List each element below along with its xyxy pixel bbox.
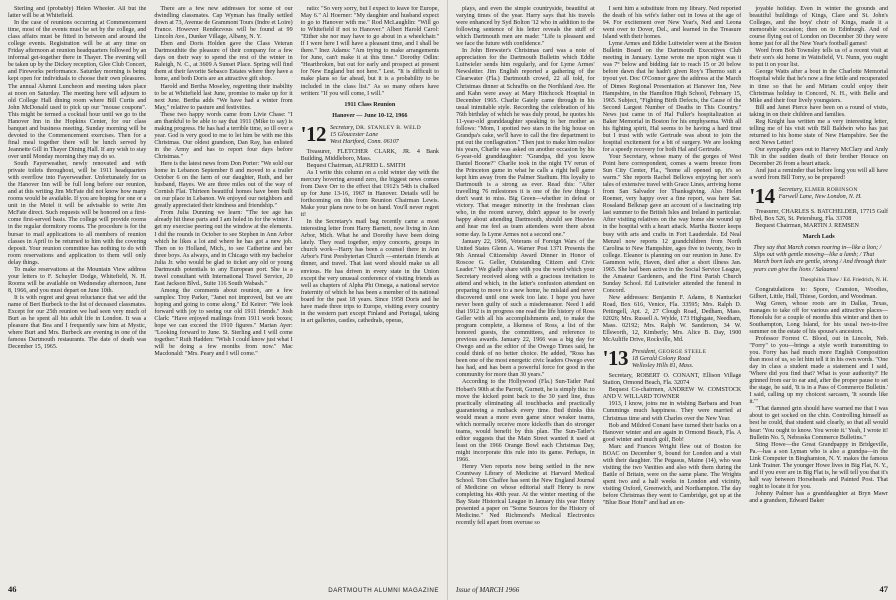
class-heading [602, 346, 742, 371]
paragraph: Eben and Doris Holden gave the Class Veteran Dartmouthite the pleasure of their company for a few days on their way to spend the rest of the winter in Raleigh, N. C., at 3609 A Sunset Place. Spring will find them at their favorite Sebasco Estates where they have a home, and both Doris are an attractive gift shop. [154, 41, 293, 83]
paragraph: In the Secretary's mail bag recently came a most interesting letter from Harry Barnett, now living in Ann Arbor, Mich. What he and Dorothy have been doing lately. They read together, enjoy concerts, groups in church work—Harry has been a counsel there in Ann Arbor's First Presbyterian Church —entertain friends at dinner, and travel. That last word should make us all envious. He has driven in every state in the Union except the very unusual conference of visiting friends as well as chapters of Alpha Phi Omega, a national service fraternity of which he has been a member of its national board for the past 18 years. Since 1958 Doris and he have made three trips to Europe, visiting every country in the western part except Finland and Portugal, taking in art galleries, castles, cathedrals, operas, [300, 219, 439, 324]
left-page-columns [8, 6, 439, 566]
officer-title: Secretary, [778, 187, 803, 194]
paragraph: There are a few new addresses for some of our dwindling classmates. Cap Wyman has finally settled down at 73, Avenue de Grammont Tours (Indre et Loire) France. However Rendezvous will be found at 99 Lincoln Ave., Dunker Village, Albany, N. Y. [154, 6, 293, 41]
page-number-right: 47 [879, 584, 888, 594]
magazine-title: DARTMOUTH ALUMNI MAGAZINE [328, 587, 439, 594]
paragraph: New addresses: Benjamin F. Adams, 8 Nantucket Road, Box 616, Venice, Fla. 33595; Mrs. Ralph D. Pettingell, Apt. 2, 27 Clough Road, Dedham, Mass. 02026; Mrs. Russell A. Wylde, 173 Highgate, Needham, Mass. 02192; Mrs. Ralph W. Sanderson, 34 W. Ellsworth, 12, Kimberly; Mrs. Alice B. Day, 1900 McAuliffe Drive, Rockville, Md. [602, 294, 742, 344]
paragraph: Wag Green, whose roots are in Dallas, Texas, manages to take off for various and attractive places—Honolulu for a couple of months this winter and then to Southampton, Long Island, for his usual two-to-five summer on the estate of his spouse's ancestors. [749, 300, 888, 335]
paragraph: Sterling and (probably) Helen Wheeler. All but the latter will be at Whitefield. [8, 6, 147, 20]
paragraph: ratio: "So very sorry, but I expect to leave for Europe, May 6." Al Hoerner: "My daughter and husband expect to go to Hanover with me." Rod McLaughlin: "Will go to Whitefield if not to Hanover." Albert Harold Carol: "Either she nor may have to go about in a wheelchair." If I were here I will have a pleasant time, and I shall be there." Inez Adams: "Am trying to make arrangements for June, can't make it at this time." Dorothy Odlin: "Heartbroken, but out for early and prospect at present for New England but not here." Lest. "It is difficult to make plans so far ahead, but it is a probability to be included in the class list." As so many others have written: "If you will come, I will." [300, 6, 439, 97]
section-heading: March Lads [802, 234, 835, 241]
paragraph: Johnny Palmer has a granddaughter at Bryn Mawr and a grandson, Edward Baker [749, 490, 888, 504]
issue-date: Issue of MARCH 1966 [456, 586, 520, 594]
paragraph: "That damned grin should have warned me that I was about to get socked on the chin. Controlling himself as best he could, that student said clearly, so that all would hear: 'You ought to know. You wrote it.' Yeah, I wrote it! Bulletin No. 5, Nebraska Commerce Bulletins." [749, 406, 888, 441]
officer-address-line: Wellesley Hills 81, Mass. [632, 363, 694, 370]
paragraph: Bequest Co-chairmen, ANDREW W. COMSTOCK AND V. WILLARD TOWNER [602, 387, 742, 401]
paragraph: Bequest Chairman, ALFRED L. SMITH [306, 162, 406, 169]
paragraph: Henry Vien reports now being settled in the new Countway Library of Medicine at Harvard Medical School. Tom Chaffee has sent the New England Journal of Medicine on whose editorial staff Henry is now completing his 40th year. At the winter meeting of the Bay State Historical League in January this year Henry presented a paper on "Some Sources for the History of Medicine." Ned Richmond's Medical Electronics recently fell apart from overuse so [456, 464, 595, 527]
poem-text: They say that March comes roaring in—like a lion; / Slips out with gentle mowing—like a lamb; / That March born lads are gentle, strong / And through their years can give the lions / Salaams! [753, 245, 887, 273]
left-column-2 [154, 6, 292, 566]
paragraph: Secretary, ROBERT O. CONANT, Ellison Village Station, Ormond Beach, Fla. 32074 [602, 373, 742, 387]
paragraph: I sent him a substitute from my library. Ned reported the death of his wife's father out in Iowa at the age of 94. For excitement over New Year's, Ned and Leona went over to Dover, Del., and learned in the Treasure Island with their homes. [602, 6, 742, 41]
officer-address-line: Farwell Lane, New London, N. H. [778, 194, 862, 201]
paragraph: Word from Bob Townsley tells us of a recent visit at their son's ski home in Waitsfield, Vt. Nunn, you ought to put it on your list. [749, 48, 888, 69]
right-page-columns [456, 6, 888, 566]
class-year: '12 [300, 121, 326, 146]
paragraph: Bill and Janet Pierce have been on a round of visits, taking in on their children and families. [749, 104, 888, 118]
class-year: '14 [749, 184, 775, 209]
paragraph: Congratulations to: Spore, Cranston, Woodies, Gilbert, Little, Hall, Thiese, Gordon, and Woodman. [749, 286, 888, 300]
paragraph: South Fayerweather, newly renovated and with private toilets throughout, will be 1911 headquarters with overflow into Fayerweather. Unfortunately for us the Hanover Inn will be full long before our reunion, and at this writing Jim McFate did not know how many rooms would be available. If you are hoping for one or a unit in the Motel it will be advisable to write Jim McFate direct. Such requests will be honored on a first-come first-served basis. The college will provide rooms in the regular dormitory rooms. The procedure is for the bursar to mail applications to all members of reunion classes in April to be returned to him with the covering deposit. Your reunion committee has nothing to do with room reservations and application to them will only delay things. [8, 161, 147, 266]
left-page-footer [8, 584, 439, 594]
paragraph: Bob and Mildred Conant have turned their backs on a Hanover winter and are again in Ormond Beach, Fla. A good winter and much golf, Bob! [602, 422, 742, 443]
paragraph: To make reservations at the Mountain View address your letters to F. Schuyler Dodge, Whitefield, N. H. Rooms will be available on Wednesday afternoon, June 8, 1966, and you must depart on June 10th. [8, 266, 147, 294]
paragraph: It is with regret and great reluctance that we add the name of Bert Burbeck to the list of deceased classmates. Except for our 25th reunion we had seen very much of Burt as he spent all his adult life in London. It was a pleasure that Bea and I frequently saw him at Mystic, where Burt and Mrs. Burbeck are evening in one of the famous Dartmouth restaurants. The date of death was December 15, 1965. [8, 294, 147, 351]
section-heading: 1911 Class Reunion [344, 101, 396, 108]
class-officer [632, 349, 706, 370]
officer-name: GEORGE STEELE [658, 349, 707, 356]
paragraph: As I write this column on a cold winter day with the mercury hovering around zero, the biggest news comes from Dave Orr to the effect that 1912's 54th is chalked up for June 13-16, 1967 in Hanover. Details will be forthcoming on this from Reunion Chairman Lewis. Make your plans now to be on hand. You'll never regret it! [300, 169, 439, 219]
paragraph: Marc and Frances Wright flew out of Boston for BOAC on December 9, bound for London and a visit with their daughter. The Pegasus, Maine (14), who was visiting the two Vanities and also with them during the Battle of Britain, were on the same plane. The Wrights spent two and a half weeks in London and vicinity, visiting Oxford, Greenwich, and Northampton. The day before Christmas they went to Cambridge, got up at the "Blue Boar Hotel" and had an en- [602, 443, 742, 507]
officer-name: ELMER ROBINSON [804, 187, 858, 194]
left-column-3 [301, 6, 439, 566]
paragraph: In John Brewster's Christmas card was a note of appreciation for the Dartmouth Bulletin which Eddie Luitwieler sends him regularly, and for Lyme Armes' Newsletter. Jim English reported a gathering of the Clearwater (Fla.) Dartmouth crowd, 22 all told, for Christmas dinner at Schraffts on the Northland Ave. He and Kahn were away at Mary Hitchcock Hospital in December 1965. Charlie Gately came through in his usual inimitable style. Recording the celebration of his 76th birthday of which he was duly proud, he quotes his 11-year-old granddaughter speaking to her mother as follows: "Mom, I spotted two stars in the big house on Grandpa's cake, we'll have to call the fire department to put out the conflagration." Then just to make him realize his years, Charlie was asked on another occasion by his 6-year-old granddaughter: "Grandpa, did you know Daniel Boone?" Charlie took in the night TV rerun of the Princeton game in what he calls a right hell game kept him away from the Palmer Stadium. His loyalty to Dartmouth is a strong as ever. Read this: "After travelling 76 milestones it is one of the few things I don't want to miss. Big Green—whether in defeat or victory. That meager minority in the freshman class who, in the recent survey, didn't appear to be overly happy about attending Dartmouth, should see Heavies and hear me feel as team attendees were there about some day. Is Lyme Armes not a second one." [456, 48, 595, 238]
right-column-2 [603, 6, 742, 566]
class-officer [779, 187, 862, 201]
paragraph: In the case of reunions occurring at Commencement time, most of the events must be set by the college, and class affairs must be fitted in between and around the college events. Registration will be at any time on Friday afternoon at reunion headquarters followed by an informal get-together there in Thayer. The evening will be taken up by the Dickey reception, Glee Club Concert, and Fireworks performance. Saturday morning is being kept open for individuals to choose their own pleasures. The annual Alumni Luncheon and meeting takes place at noon on Saturday. The meeting here will adjourn to old College Hall dining room where Bill Curtis and John McDonald used to pick up our "mouse coupons". This might be termed a cocktail hour until we go to the Hanover Inn in the Hopkins Center, for our class banquet and business meeting. Sunday morning will be devoted to the Commencement exercises. Then for a final meal together there will be lunch served by Jeannette Gill in Thayer Dining Hall. If any wish to stay over until Monday morning they may do so. [8, 20, 147, 160]
right-page [448, 0, 896, 600]
poem-attribution: Theophilus Thaw / Ed. Friedrich, N. H. [799, 276, 888, 283]
paragraph: Sting Howe—the Great Grandpappy in Bridgeville, Pa.—has a son Lyman who is also a grandpa—in the Link Computer in Binghamton, N. Y. makes the famous Link Trainer. The younger Howe lives in Big Flat, N. Y., and if you ever are in Big Flat is, he will tell you that it's half way between Horseheads and Painted Post. That ought to locate it for you. [749, 441, 888, 490]
right-page-footer [456, 584, 888, 594]
paragraph: Our sympathy goes out to Harvey McClary and Andy Tilt in the sudden death of their brother Horace on December 26 from a heart attack. [749, 146, 888, 168]
class-officer [330, 125, 421, 146]
paragraph: Professor Forrest C. Blood, out in Lincoln, Neb. "Forry" to you—brings a style worth transmitting to you. Forry has had much more English Composition than most of us, so let him tell it in his own words. "One day in class a student made a statement and I said, 'Where did you find that? What is your authority?' He grinned from ear to ear and, after the proper pause to set the stage, he said, 'It is in a Pass of Commerce Bulletin.' I said, calling up my choicest sarcasm, 'It sounds like it.'" [749, 335, 888, 406]
officer-address-line: 18 Gerald Colony Road [632, 356, 691, 363]
paragraph: Lyme Armes and Eddie Luitwieler were at the Boston Bulletin Board on the Dartmouth Executives Club meeting in January. Lyme wrote me upon night was it was 7° below and bidding fair to reach 15 or 20 below before dawn that he hadn't given Roy's Thermo suit a tryout yet. Doc O'Connor gave the address at the March of Dimes Regional Presentation at Hanover Inn, New Hampshire, in the Hamilton High School, February 15, 1965. Subject, "Fighting Birth Defects, the Cause of the Second Largest Number of Deaths in This Country." News just came in of Hal Fuller's hospitalization at Baker Memorial in Boston for his emphysema. With all his fighting spirit, Hal seems to be having a hard time but I trust with wife Gertrude was about to join the hospital excitement for a bit of surgery. We are looking for a speedy recovery for both Hal and Gertrude. [602, 41, 742, 153]
paragraph: joyable holiday. Even in winter the grounds and beautiful buildings of Kings, Clare and St. John's Colleges, and the boys' choir of Kings, made it a memorable occasion; then on to Edinburgh. And of course flying out of London on December 30 they were home just for all the New Year's football games! [749, 6, 888, 48]
officer-title: Secretary, [330, 124, 355, 131]
paragraph: Your Secretary, whose many of the gorges of West Point here correspondent, comes a warm breeze from Sun City Center, Fla., "home all opened up, it's so warm." She reports Rachel Bellows enjoying her son's tales of extensive travel with Grace Lines, arriving home from San Salvador for Thanksgiving. Also Helen Roemer, very happy over a fine report, was here Sat. Rosaland Belknap gave an account of a fascinating trip last summer to the British Isles and Ireland in particular. After visiting relatives on the way home she wound up in the hospital with a heart attack. Martha Baxter keeps busy with arts and crafts in Fort Lauderdale. Ed Neal Menzel now reports 12 grandchildren from North Carolina to New Hampshire, ages five to twenty, two in college. Eleanor is planning on our reunion in June. Ev Gammon wife, Haven, died after a short illness Jan. 1965. She had been active in the Social Service League, the Amateur Gardeners, and the First Parish Church Sunday School. Ed Luitwieler attended the funeral in Concord. [602, 153, 742, 294]
class-year: '13 [602, 346, 628, 371]
class-heading [300, 121, 439, 146]
section-heading: Hanover — June 10-12, 1966 [332, 112, 408, 119]
paragraph: George Watts after a bout in the Charlotte Memorial Hospital while that he's now a fine fettle and recuperated in time so that he and Miriam could enjoy their Christmas holiday in Concord, N. H., with Belle and Mike and their four lively youngsters. [749, 69, 888, 104]
paragraph: From Julia Dunning we learn: "The tee age has already hit these parts and I am holed in for the winter. I get my exercise peering out the window at the elements. I did the rounds in October to see Stephen in Ann Arbor which he likes a lot and where he has got a new job. Then on to Holland, Mich., to see Catherine and her three boys. As always, and in Chicago with my bachelor Julia Jr. who would be glad to ticket any old or young Dartmouth potentials to any European port. She is a travel consultant with International Travel Service, 20 East Jackson Blvd., Suite 116 South Wabash." [154, 210, 293, 287]
officer-address-line: West Hartford, Conn. 06107 [330, 138, 399, 145]
paragraph: Among the comments about reunion, are a few samples: Troy Parker, "Janet not improved, but we are hoping and going to come along." Ed Keirer: "We look forward with joy to seeing our old 1911 friends." Josh Clark: "Have enjoyed mailings from 1911 work boxes; hope we can exceed the 1910 figures." Marian Ayer: "Looking forward to June. St. Sterling and I will come together." Ruth Hadden: "Wish I could know just what I will be doing a few months from now." Mac Macdonald: "Mrs. Peary and I will come." [154, 287, 293, 358]
paragraph: Treasurer, CHARLES S. BATCHELDER, 17715 Gulf Blvd, Box 526, St. Petersburg, Fla. 33708 [749, 209, 888, 223]
officer-name: DR. STANLEY B. WELD [355, 124, 421, 131]
paragraph: According to the Hollywood (Fla.) Sun-Tatler Paul Hobart's 90th at the Parrott, Gurnett, he is simply this: to move the kicked point back to the 30 yard line, thus practically eliminating all touchbacks and practically guaranteeing a runback every time. Bud thinks this would mean a more even game since weaker teams, which normally receive more kickoffs than do stronger teams, would benefit by this plan. The Sun-Tatler's editor suggests that the Main Street wanted it used at least on the 1966 Orange Bowl each Christmas Day, might incorporate this rule into its game. Perhaps, in 1966. [456, 379, 595, 463]
officer-title: President, [632, 349, 657, 356]
paragraph: Here is the latest news from Don Porter: "We sold our home in Lebanon September 8 and moved to a trailer October 6 on the farm of our daughter, Ruth, and her husband, Hayes. We are three miles out of the way of Cornish Flat. Thirteen beautiful homes have been built on our place in Lebanon. We enjoyed our neighbors and greatly appreciated their kindness and friendship." [154, 161, 293, 210]
paragraph: plays, and even the simple countryside, beautiful at varying times of the year. Harry says that his travels were enhanced by Syd Bolton '12 who in addition to the following sentence of his letter reveals the stuff of which Dartmouth men are made: "Life is pleasant and we face the future with confidence." [456, 6, 595, 48]
right-column-3 [749, 6, 888, 566]
officer-address-line: 15 Gloucester Lane [330, 131, 379, 138]
paragraph: Treasurer, FLETCHER CLARK, JR. 4 Bank Building, Middleboro, Mass. [300, 148, 439, 162]
paragraph: These two happy words came from Livie Chase: "I am thankful to be able to say that 1911 (Mike to say) is making progress. He has had a terrible time, so ill over a year. God is very good to me to let him be with me this Christmas. Our oldest grandson, Dan Ray, has enlisted in the Army and has to report four days before Christmas." [154, 111, 293, 160]
right-column-1 [456, 6, 595, 566]
paragraph: 1913, I know, joins me in wishing Barbara and Ivan Cummings much happiness. They were married at Christmas time and with Charles over the New Year. [602, 401, 742, 422]
paragraph: January 22, 1966, Veterans of Foreign Wars of the United States Glenn A. Warner Post 1371 Presents the 9th Annual Citizenship Award Dinner in Honor of Roscoe G. Geller, Outstanding Citizen and Civic Leader." We gladly share with you the word which your Secretary received along with a gracious invitation to attend and which, in the latter's confusion attendant on preparing to move to a new home, he mislaid and never discovered until one week too late. I hope you have never been guilty of such a misdemeanor. Need I add that 1912 is in progress one read the life history of Ross Geller with all his accomplishments and, to make the program complete, a likeness of Ross, a list of the honored guests, the committees, and reference to previous awards. January 22, 1966 was a big day for Owego and as the editor of the Owego Times said, he could think of no better choice. He added, "Ross has been one of the most energetic civic leaders Owego ever has had, and has been a powerful force for good in the community for more than 30 years." [456, 238, 595, 379]
paragraph: Reg Knight has written me a very interesting letter, telling me of his visit with Bill Baldwin who has just returned to his home state of New Hampshire. See the next News Letter! [749, 118, 888, 146]
left-column-1 [8, 6, 146, 566]
paragraph: And just a reminder that before long you will all have a word from Bill Torry, so be prepared! [749, 168, 888, 182]
paragraph: Bequest Chairman, MARTIN J. REMSEN [755, 223, 859, 230]
class-heading [749, 184, 888, 209]
page-number-left: 46 [8, 584, 17, 594]
paragraph: Harold and Bertha Moseley, regretting their inability to be at Whitefield last June, promise to make up for it next June. Bertha adds "We have had a winter from May," relative to pasture and festivities. [154, 83, 293, 111]
